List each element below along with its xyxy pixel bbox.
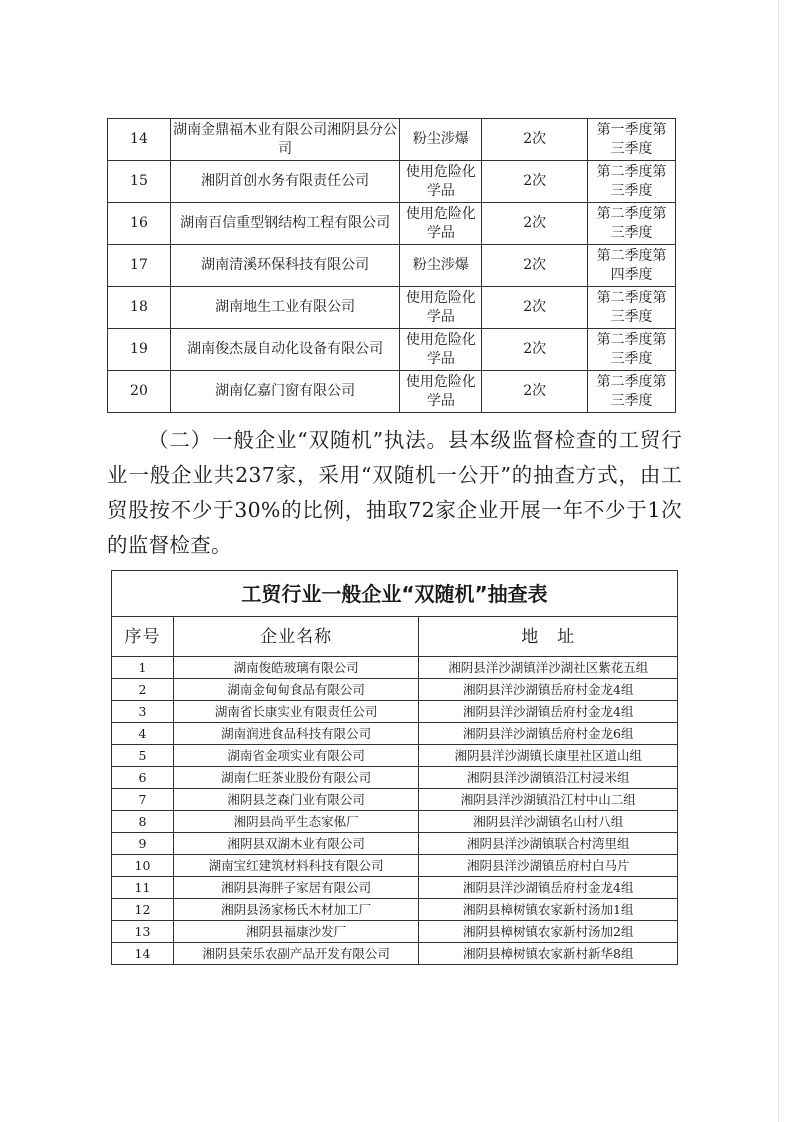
table-row (112, 657, 678, 679)
random-inspection-table (111, 570, 678, 965)
table-row (112, 767, 678, 789)
table-row (112, 899, 678, 921)
cell-name: 湖南俊杰晟自动化设备有限公司 (170, 329, 400, 371)
cell-freq: 2次 (482, 161, 588, 203)
cell-num: 3 (112, 701, 174, 723)
cell-name: 湖南亿嘉门窗有限公司 (170, 371, 400, 413)
table-row (112, 789, 678, 811)
cell-risk: 使用危险化学品 (400, 203, 482, 245)
table-row (108, 203, 676, 245)
cell-name: 湖南润进食品科技有限公司 (173, 723, 419, 745)
section-paragraph: （二）一般企业“双随机”执法。县本级监督检查的工贸行业一般企业共237家，采用“双随机一公开”的抽查方式，由工贸股按不少于30%的比例，抽取72家企业开展一年不少于1次的监督检查。 (107, 428, 682, 557)
table-row (108, 371, 676, 413)
cell-name: 湖南地生工业有限公司 (170, 287, 400, 329)
cell-name: 湘阴县汤家杨氏木材加工厂 (173, 899, 419, 921)
cell-address: 湘阴县洋沙湖镇洋沙湖社区紫花五组 (419, 657, 678, 679)
header-address: 地 址 (419, 617, 678, 657)
cell-freq: 2次 (482, 245, 588, 287)
cell-name: 湖南金鼎福木业有限公司湘阴县分公司 (170, 119, 400, 161)
table-row (108, 119, 676, 161)
cell-num: 9 (112, 833, 174, 855)
cell-address: 湘阴县樟树镇农家新村汤加1组 (419, 899, 678, 921)
cell-name: 湖南仁旺茶业股份有限公司 (173, 767, 419, 789)
cell-season: 第二季度第三季度 (588, 287, 676, 329)
cell-freq: 2次 (482, 329, 588, 371)
cell-season: 第二季度第三季度 (588, 203, 676, 245)
cell-num: 13 (112, 921, 174, 943)
table-row (108, 161, 676, 203)
cell-num: 19 (108, 329, 171, 371)
cell-freq: 2次 (482, 119, 588, 161)
cell-num: 4 (112, 723, 174, 745)
cell-num: 17 (108, 245, 171, 287)
cell-address: 湘阴县洋沙湖镇沿江村浸米组 (419, 767, 678, 789)
cell-risk: 使用危险化学品 (400, 329, 482, 371)
table-row (112, 745, 678, 767)
table-title: 工贸行业一般企业“双随机”抽查表 (112, 571, 678, 617)
inspection-schedule-table (107, 118, 676, 413)
cell-address: 湘阴县洋沙湖镇岳府村金龙4组 (419, 701, 678, 723)
cell-num: 20 (108, 371, 171, 413)
cell-name: 湘阴县荣乐农副产品开发有限公司 (173, 943, 419, 965)
table-row (112, 943, 678, 965)
scan-edge-line (778, 0, 779, 1122)
cell-name: 湘阴县芝森门业有限公司 (173, 789, 419, 811)
cell-num: 5 (112, 745, 174, 767)
cell-risk: 粉尘涉爆 (400, 245, 482, 287)
cell-season: 第一季度第三季度 (588, 119, 676, 161)
table-row (112, 679, 678, 701)
cell-risk: 使用危险化学品 (400, 371, 482, 413)
cell-num: 1 (112, 657, 174, 679)
cell-num: 6 (112, 767, 174, 789)
cell-risk: 使用危险化学品 (400, 161, 482, 203)
cell-name: 湘阴县福康沙发厂 (173, 921, 419, 943)
cell-address: 湘阴县樟树镇农家新村汤加2组 (419, 921, 678, 943)
table-row (112, 723, 678, 745)
table-row (108, 329, 676, 371)
cell-season: 第二季度第四季度 (588, 245, 676, 287)
cell-num: 8 (112, 811, 174, 833)
cell-name: 湘阴县尚平生态家俬厂 (173, 811, 419, 833)
cell-risk: 使用危险化学品 (400, 287, 482, 329)
cell-address: 湘阴县洋沙湖镇岳府村金龙4组 (419, 877, 678, 899)
cell-name: 湖南金甸甸食品有限公司 (173, 679, 419, 701)
cell-address: 湘阴县洋沙湖镇沿江村中山二组 (419, 789, 678, 811)
cell-name: 湘阴首创水务有限责任公司 (170, 161, 400, 203)
cell-num: 2 (112, 679, 174, 701)
cell-num: 12 (112, 899, 174, 921)
header-name: 企业名称 (173, 617, 419, 657)
cell-num: 10 (112, 855, 174, 877)
cell-address: 湘阴县洋沙湖镇名山村八组 (419, 811, 678, 833)
cell-name: 湘阴县双湖木业有限公司 (173, 833, 419, 855)
cell-address: 湘阴县洋沙湖镇联合村湾里组 (419, 833, 678, 855)
cell-num: 11 (112, 877, 174, 899)
cell-name: 湖南清溪环保科技有限公司 (170, 245, 400, 287)
cell-num: 14 (112, 943, 174, 965)
cell-num: 18 (108, 287, 171, 329)
cell-address: 湘阴县樟树镇农家新村新华8组 (419, 943, 678, 965)
cell-freq: 2次 (482, 371, 588, 413)
table-row (112, 855, 678, 877)
table-row (108, 287, 676, 329)
cell-num: 15 (108, 161, 171, 203)
cell-num: 14 (108, 119, 171, 161)
cell-freq: 2次 (482, 203, 588, 245)
cell-season: 第二季度第三季度 (588, 371, 676, 413)
cell-season: 第二季度第三季度 (588, 161, 676, 203)
cell-risk: 粉尘涉爆 (400, 119, 482, 161)
cell-name: 湖南百信重型钢结构工程有限公司 (170, 203, 400, 245)
header-num: 序号 (112, 617, 174, 657)
table-row (108, 245, 676, 287)
cell-season: 第二季度第三季度 (588, 329, 676, 371)
cell-address: 湘阴县洋沙湖镇岳府村金龙4组 (419, 679, 678, 701)
table-row (112, 877, 678, 899)
cell-name: 湖南宝红建筑材料科技有限公司 (173, 855, 419, 877)
table-row (112, 833, 678, 855)
cell-address: 湘阴县洋沙湖镇岳府村白马片 (419, 855, 678, 877)
cell-freq: 2次 (482, 287, 588, 329)
cell-num: 16 (108, 203, 171, 245)
table-row (112, 811, 678, 833)
table-row (112, 921, 678, 943)
cell-address: 湘阴县洋沙湖镇长康里社区道山组 (419, 745, 678, 767)
cell-address: 湘阴县洋沙湖镇岳府村金龙6组 (419, 723, 678, 745)
table-row (112, 701, 678, 723)
cell-name: 湖南省金项实业有限公司 (173, 745, 419, 767)
cell-name: 湖南省长康实业有限责任公司 (173, 701, 419, 723)
cell-name: 湘阴县海胖子家居有限公司 (173, 877, 419, 899)
cell-num: 7 (112, 789, 174, 811)
cell-name: 湖南俊皓玻璃有限公司 (173, 657, 419, 679)
